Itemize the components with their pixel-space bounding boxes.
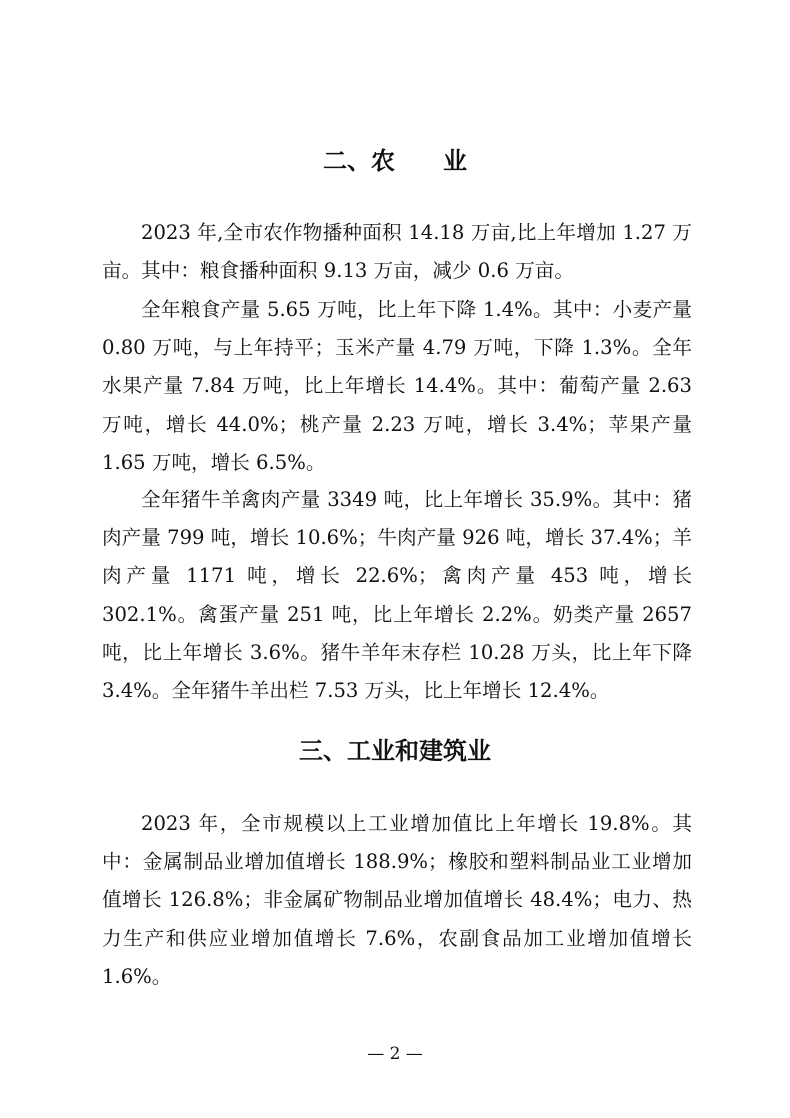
industry-paragraph-value-added: 2023 年，全市规模以上工业增加值比上年增长 19.8%。其中：金属制品业增加值增长 188.9%；橡胶和塑料制品业工业增加值增长 126.8%；非金属矿物制品业增加值增长 48.4%；电力、热力生产和供应业增加值增长 7.6%，农副食品加工业增加值增长 1.6%。 xyxy=(102,812,692,988)
section-heading-agriculture-part2: 业 xyxy=(443,147,467,175)
agriculture-paragraph-grain-fruit: 全年粮食产量 5.65 万吨，比上年下降 1.4%。其中：小麦产量 0.80 万吨，与上年持平；玉米产量 4.79 万吨，下降 1.3%。全年水果产量 7.84 万吨，比上年增长 14.4%。其中：葡萄产量 2.63 万吨，增长 44.0%；桃产量 2.23 万吨，增长 3.4%；苹果产量 1.65 万吨，增长 6.5%。 xyxy=(102,298,692,474)
agriculture-paragraph-crop-area: 2023 年,全市农作物播种面积 14.18 万亩,比上年增加 1.27 万亩。其中：粮食播种面积 9.13 万亩，减少 0.6 万亩。 xyxy=(102,221,692,283)
section-heading-agriculture-part1: 二、农 xyxy=(323,147,395,175)
agriculture-paragraph-livestock: 全年猪牛羊禽肉产量 3349 吨，比上年增长 35.9%。其中：猪肉产量 799 吨，增长 10.6%；牛肉产量 926 吨，增长 37.4%；羊肉产量 1171 吨，增长 22.6%；禽肉产量 453 吨，增长 302.1%。禽蛋产量 251 吨，比上年增长 2.2%。奶类产量 2657 吨，比上年增长 3.6%。猪牛羊年末存栏 10.28 万头，比上年下降 3.4%。全年猪牛羊出栏 7.53 万头，比上年增长 12.4%。 xyxy=(102,488,692,703)
section-heading-agriculture xyxy=(0,146,790,176)
section-heading-industry: 三、工业和建筑业 xyxy=(299,737,491,765)
page-number: — 2 — xyxy=(367,1044,423,1064)
